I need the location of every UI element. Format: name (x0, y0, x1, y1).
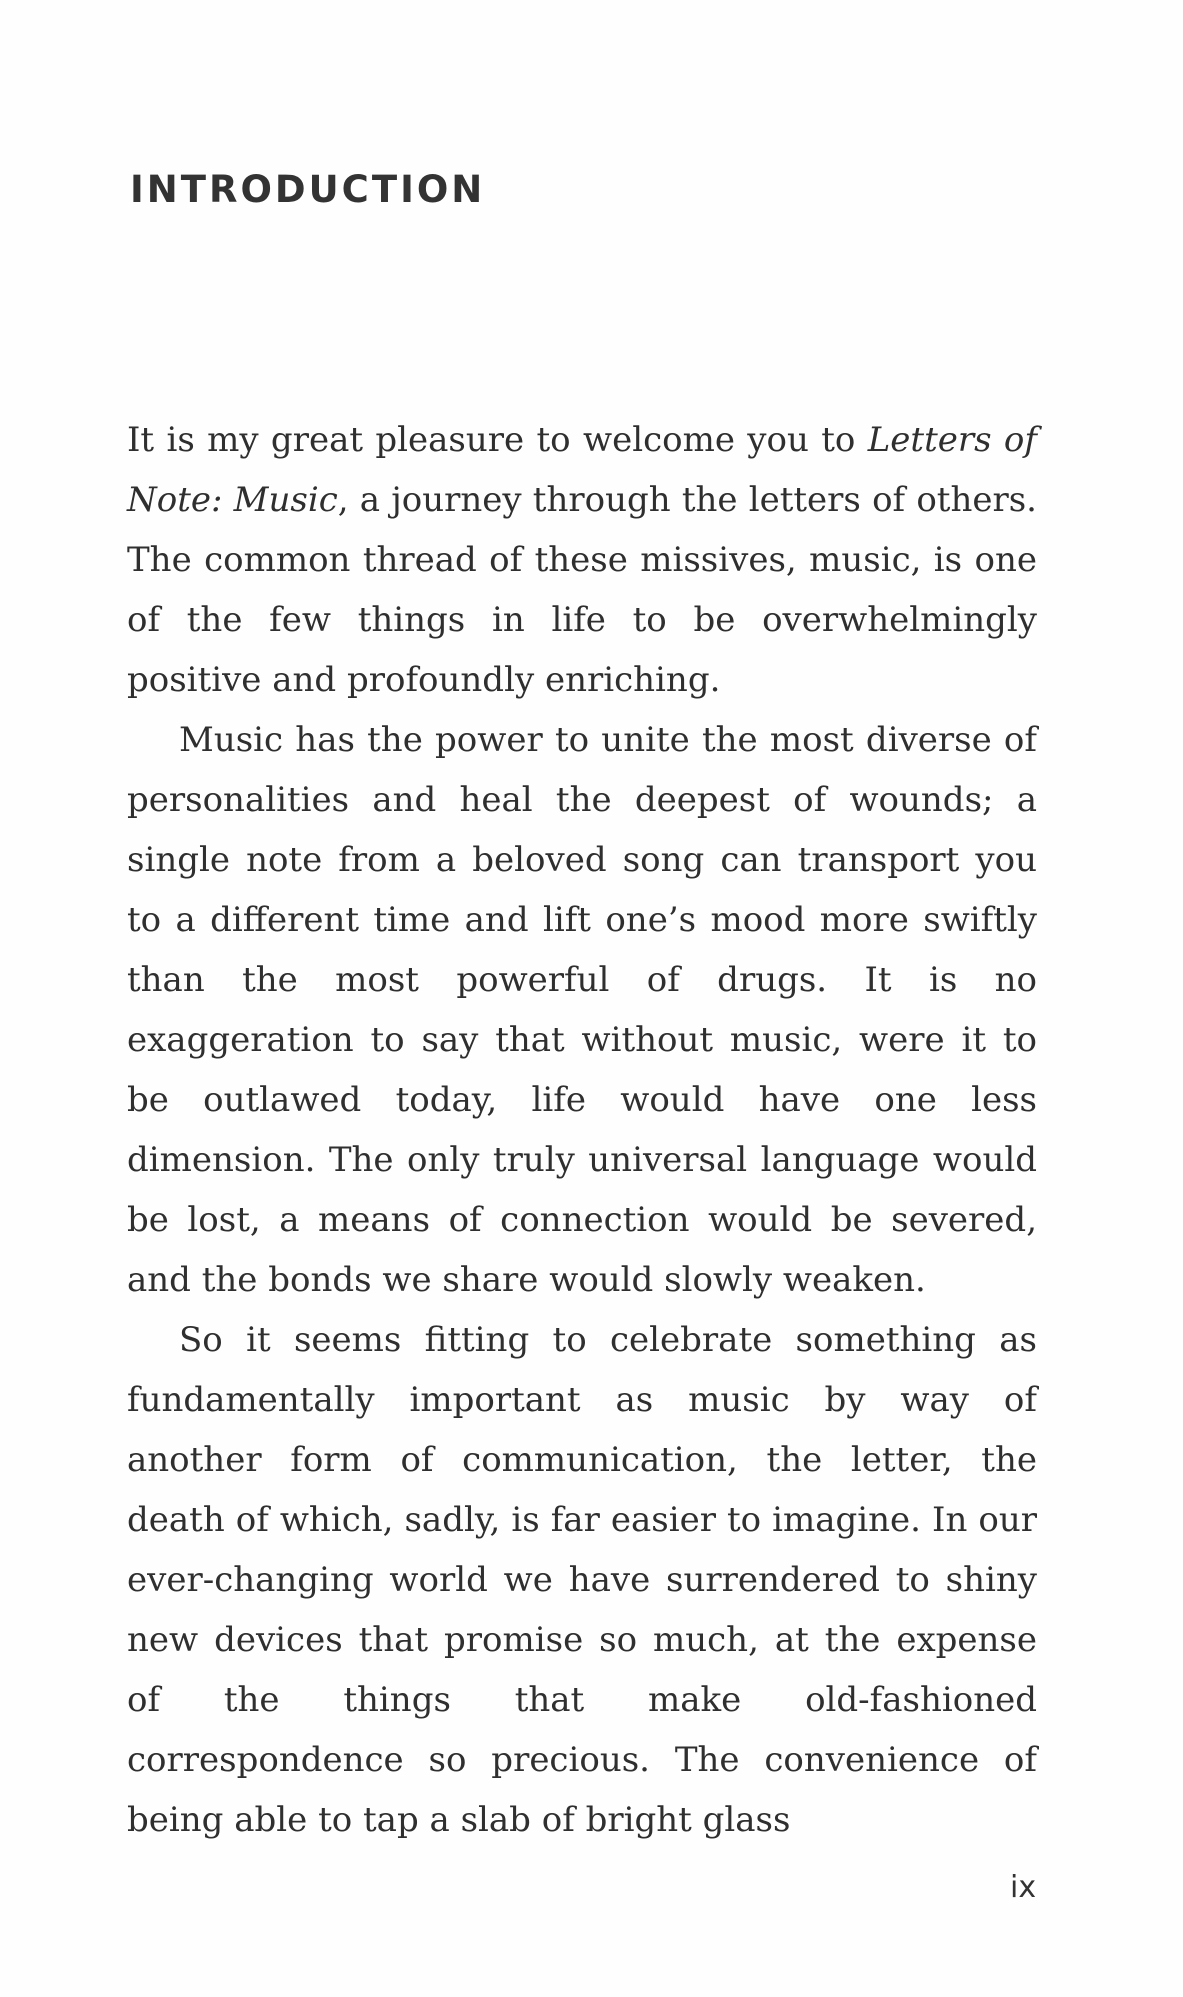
paragraph-1-end: , a journey through the letters of others. The common thread of these missives, music, is one of the few things in life to be overwhelmingly positive and profoundly enriching. (127, 480, 1037, 700)
page-number: ix (1010, 1870, 1037, 1905)
paragraph-1 (127, 410, 1037, 710)
paragraph-1-start: It is my great pleasure to welcome you to (127, 420, 868, 460)
book-title: Letters of Note: Music (127, 420, 1037, 520)
chapter-heading: INTRODUCTION (130, 168, 486, 211)
body-text (127, 410, 1037, 1850)
paragraph-3: So it seems fitting to celebrate something as fundamentally important as music by way of another form of communication, the letter, the death of which, sadly, is far easier to imagine. In our ever-changing world we have surrendered to shiny new devices that promise so much, at the expense of the things that make old-fashioned correspondence so precious. The convenience of being able to tap a slab of bright glass (127, 1320, 1037, 1840)
paragraph-2: Music has the power to unite the most diverse of personalities and heal the deepest of wounds; a single note from a beloved song can transport you to a different time and lift one’s mood more swiftly than the most powerful of drugs. It is no exaggeration to say that without music, were it to be outlawed today, life would have one less dimension. The only truly universal language would be lost, a means of connection would be severed, and the bonds we share would slowly weaken. (127, 720, 1037, 1300)
